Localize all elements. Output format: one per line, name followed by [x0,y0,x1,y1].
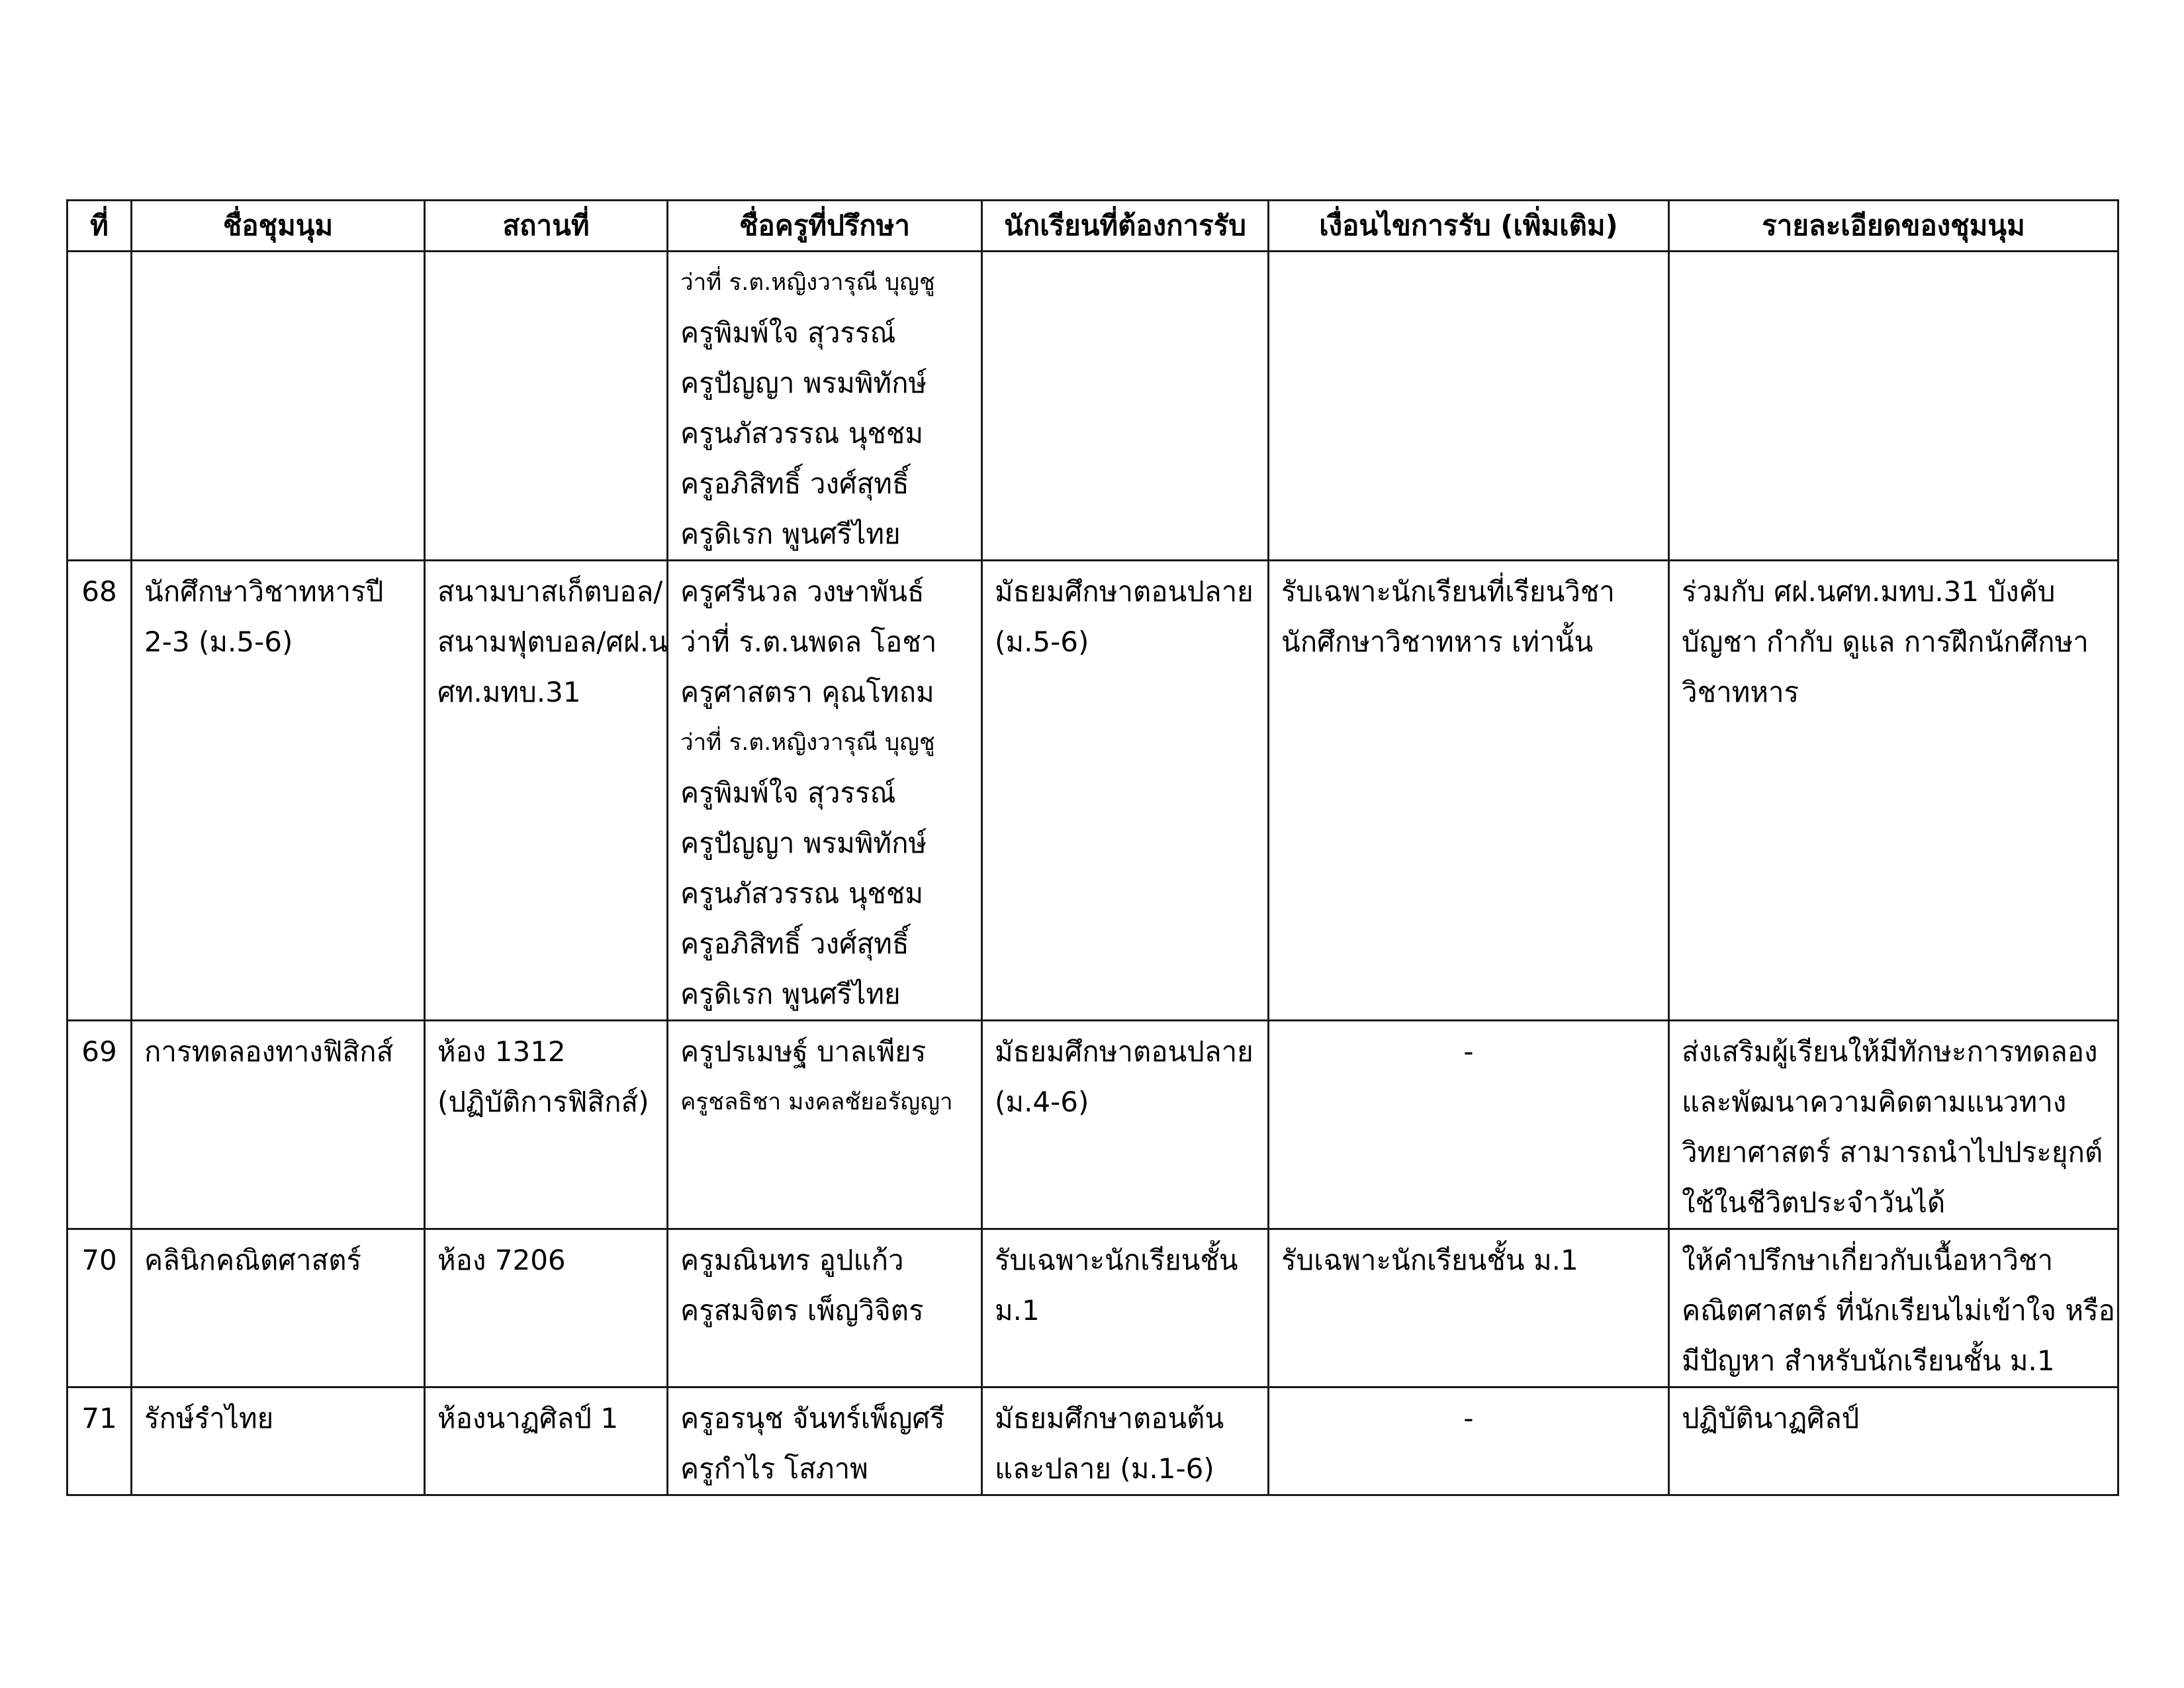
table-row-continuation [68,252,2118,561]
advisor-name: ครูนภัสวรรณ นุชชม [680,877,924,910]
cell-conditions [1269,1229,1669,1387]
details-line: ให้คำปรึกษาเกี่ยวกับเนื้อหาวิชา [1682,1244,2054,1276]
advisor-name: ว่าที่ ร.ต.นพดล โอชา [680,626,937,658]
table-row [68,1229,2118,1387]
cell-details [1669,1021,2118,1229]
header-row [68,201,2118,252]
cell-number: 71 [68,1387,132,1495]
students-line: มัธยมศึกษาตอนต้น [995,1402,1224,1434]
cell-advisors [668,252,982,561]
cell-advisors [668,1387,982,1495]
conditions-line: รับเฉพาะนักเรียนชั้น ม.1 [1281,1244,1578,1276]
details-line: มีปัญหา สำหรับนักเรียนชั้น ม.1 [1682,1344,2055,1377]
location-line: ห้อง 1312 [437,1035,566,1068]
location-line: สนามฟุตบอล/ศฝ.น [437,626,668,658]
cell-conditions [1269,1021,1669,1229]
location-line: ห้องนาฏศิลป์ 1 [437,1402,619,1434]
cell-location [425,561,668,1021]
advisor-name: ครูกำไร โสภาพ [680,1452,868,1485]
details-line: ปฏิบัตินาฏศิลป์ [1682,1402,1860,1434]
cell-number: 68 [68,561,132,1021]
cell-target-students [982,561,1269,1021]
advisor-name: ครูอรนุช จันทร์เพ็ญศรี [680,1402,945,1434]
club-table [66,199,2119,1496]
details-line: บัญชา กำกับ ดูแล การฝึกนักศึกษา [1682,626,2089,658]
cell-number [68,252,132,561]
advisor-name: ครูมณินทร อูปแก้ว [680,1244,904,1276]
club-name-line: นักศึกษาวิชาทหารปี [144,575,384,608]
advisor-name: ครูพิมพ์ใจ สุวรรณ์ [680,316,896,349]
cell-details [1669,252,2118,561]
advisor-name: ครูดิเรก พูนศรีไทย [680,518,901,550]
cell-details [1669,561,2118,1021]
cell-location [425,252,668,561]
cell-club-name [132,1387,425,1495]
conditions-line: รับเฉพาะนักเรียนที่เรียนวิชา [1281,575,1615,608]
cell-location [425,1229,668,1387]
advisor-name: ครูอภิสิทธิ์ วงศ์สุทธิ์ [680,927,909,960]
students-line: และปลาย (ม.1-6) [995,1452,1214,1485]
table-row [68,561,2118,1021]
conditions-line: - [1463,1035,1474,1068]
cell-location [425,1387,668,1495]
location-line: สนามบาสเก็ตบอล/ [437,575,663,608]
header-club-name: ชื่อชุมนุม [132,201,425,252]
advisor-name: ครูปัญญา พรมพิทักษ์ [680,367,927,399]
advisor-name: ครูปรเมษฐ์ บาลเพียร [680,1035,927,1068]
advisor-name: ครูดิเรก พูนศรีไทย [680,978,901,1010]
table-row [68,1387,2118,1495]
cell-details [1669,1387,2118,1495]
cell-advisors [668,561,982,1021]
details-line: ใช้ในชีวิตประจำวันได้ [1682,1186,1946,1219]
header-location: สถานที่ [425,201,668,252]
conditions-line: นักศึกษาวิชาทหาร เท่านั้น [1281,626,1594,658]
cell-club-name [132,1021,425,1229]
cell-target-students [982,252,1269,561]
cell-conditions [1269,1387,1669,1495]
cell-club-name [132,252,425,561]
header-conditions: เงื่อนไขการรับ (เพิ่มเติม) [1269,201,1669,252]
club-name-line: 2-3 (ม.5-6) [144,626,293,658]
details-line: คณิตศาสตร์ ที่นักเรียนไม่เข้าใจ หรือ [1682,1294,2115,1327]
advisor-name: ครูศาสตรา คุณโทถม [680,676,934,708]
header-advisors: ชื่อครูที่ปรึกษา [668,201,982,252]
advisor-name: ครูศรีนวล วงษาพันธ์ [680,575,925,608]
details-line: ส่งเสริมผู้เรียนให้มีทักษะการทดลอง [1682,1035,2098,1068]
advisor-name: ครูชลธิชา มงคลชัยอรัญญา [680,1089,953,1115]
students-line: (ม.5-6) [995,626,1089,658]
header-target-students: นักเรียนที่ต้องการรับ [982,201,1269,252]
students-line: รับเฉพาะนักเรียนชั้น [995,1244,1238,1276]
cell-conditions [1269,252,1669,561]
cell-details [1669,1229,2118,1387]
cell-advisors [668,1021,982,1229]
advisor-name: ครูอภิสิทธิ์ วงศ์สุทธิ์ [680,467,909,500]
advisor-name: ครูสมจิตร เพ็ญวิจิตร [680,1294,924,1327]
details-line: วิทยาศาสตร์ สามารถนำไปประยุกต์ [1682,1136,2103,1168]
advisor-name: ครูพิมพ์ใจ สุวรรณ์ [680,776,896,809]
header-details: รายละเอียดของชุมนุม [1669,201,2118,252]
details-line: วิชาทหาร [1682,676,1799,708]
cell-target-students [982,1021,1269,1229]
students-line: มัธยมศึกษาตอนปลาย [995,575,1253,608]
club-name-line: การทดลองทางฟิสิกส์ [144,1035,394,1068]
club-name-line: คลินิกคณิตศาสตร์ [144,1244,362,1276]
cell-number: 69 [68,1021,132,1229]
club-name-line: รักษ์รำไทย [144,1402,274,1434]
details-line: และพัฒนาความคิดตามแนวทาง [1682,1086,2067,1118]
cell-number: 70 [68,1229,132,1387]
cell-target-students [982,1229,1269,1387]
advisor-name: ว่าที่ ร.ต.หญิงวารุณี บุญชู [680,729,935,756]
students-line: ม.1 [995,1294,1040,1327]
location-line: (ปฏิบัติการฟิสิกส์) [437,1086,649,1118]
location-line: ห้อง 7206 [437,1244,566,1276]
advisor-name: ครูปัญญา พรมพิทักษ์ [680,827,927,859]
cell-club-name [132,1229,425,1387]
cell-target-students [982,1387,1269,1495]
location-line: ศท.มทบ.31 [437,676,581,708]
details-line: ร่วมกับ ศฝ.นศท.มทบ.31 บังคับ [1682,575,2056,608]
cell-conditions [1269,561,1669,1021]
conditions-line: - [1463,1402,1474,1434]
header-number: ที่ [68,201,132,252]
advisor-name: ครูนภัสวรรณ นุชชม [680,417,924,449]
table-row [68,1021,2118,1229]
cell-club-name [132,561,425,1021]
cell-location [425,1021,668,1229]
students-line: (ม.4-6) [995,1086,1089,1118]
advisor-name: ว่าที่ ร.ต.หญิงวารุณี บุญชู [680,269,935,296]
students-line: มัธยมศึกษาตอนปลาย [995,1035,1253,1068]
cell-advisors [668,1229,982,1387]
